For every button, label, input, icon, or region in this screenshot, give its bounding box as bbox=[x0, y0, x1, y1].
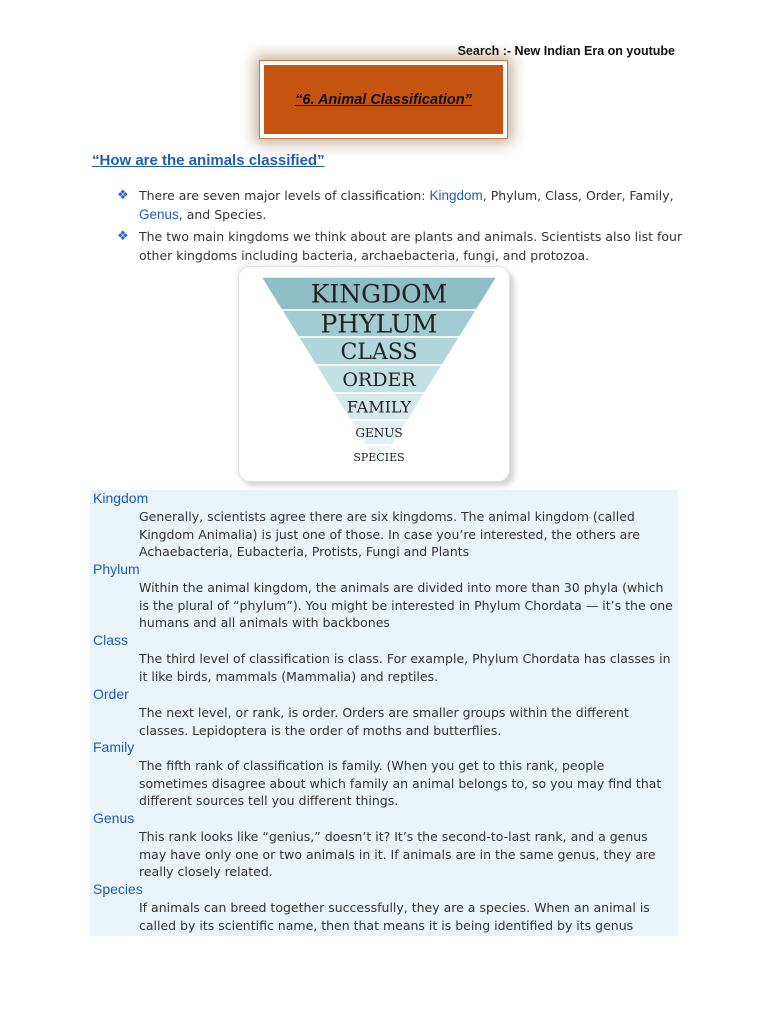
term-species: Species bbox=[93, 881, 143, 897]
definition-genus: This rank looks like “genius,” doesn’t it? It’s the second-to-last rank, and a genus may have only one or two animals in it. If animals are in the same genus, they are really closely related. bbox=[139, 829, 656, 880]
definition-class: The third level of classification is class. For example, Phylum Chordata has classes in it like birds, mammals (Mammalia) and reptiles. bbox=[139, 651, 671, 684]
definition-order: The next level, or rank, is order. Orders are smaller groups within the different classes. Lepidoptera is the order of moths and butterflies. bbox=[139, 705, 629, 738]
page-title: “6. Animal Classification” bbox=[295, 91, 472, 108]
pyramid-label-genus: GENUS bbox=[355, 425, 403, 440]
term-class: Class bbox=[93, 632, 129, 648]
diamond-bullet-icon: ❖ bbox=[117, 229, 129, 244]
definition-species: If animals can breed together successfully, they are a species. When an animal is called by its scientific name, then that means it is being identified by its genus bbox=[139, 900, 650, 933]
pyramid-label-order: ORDER bbox=[342, 368, 416, 391]
bullet-item bbox=[117, 227, 687, 265]
bullet-text-pre: There are seven major levels of classification: bbox=[139, 188, 430, 203]
keyword-kingdom: Kingdom bbox=[429, 188, 483, 203]
pyramid-label-class: CLASS bbox=[340, 339, 418, 365]
term-order: Order bbox=[93, 686, 129, 702]
keyword-genus: Genus bbox=[139, 207, 179, 222]
term-genus: Genus bbox=[93, 810, 135, 826]
bullet-item bbox=[117, 186, 687, 224]
title-box bbox=[259, 60, 508, 139]
bullet-text-post: , and Species. bbox=[178, 207, 267, 222]
diamond-bullet-icon: ❖ bbox=[117, 188, 129, 203]
pyramid-label-species: SPECIES bbox=[353, 451, 405, 464]
section-heading: “How are the animals classified” bbox=[92, 152, 325, 169]
classification-pyramid-image bbox=[238, 266, 510, 482]
title-banner bbox=[264, 65, 503, 134]
pyramid-graphic bbox=[239, 267, 511, 483]
definition-kingdom: Generally, scientists agree there are six kingdoms. The animal kingdom (called Kingdom Animalia) is just one of those. In case you’re interested, the others are Achaebacteria, Eubacteria, Protists, Fungi and Plants bbox=[139, 509, 640, 560]
definition-phylum: Within the animal kingdom, the animals are divided into more than 30 phyla (which is the plural of “phylum”). You might be interested in Phylum Chordata — it’s the one humans and all animals with backbones bbox=[139, 580, 673, 631]
term-family: Family bbox=[93, 739, 135, 755]
pyramid-label-kingdom: KINGDOM bbox=[310, 279, 448, 309]
term-phylum: Phylum bbox=[93, 561, 140, 577]
bullet-text: The two main kingdoms we think about are plants and animals. Scientists also list four other kingdoms including bacteria, archaebacteria, fungi, and protozoa. bbox=[139, 229, 683, 263]
term-kingdom: Kingdom bbox=[93, 490, 149, 506]
definition-family: The fifth rank of classification is family. (When you get to this rank, people sometimes disagree about which family an animal belongs to, so you may find that different sources tell you different things. bbox=[139, 758, 662, 809]
bullet-text-mid: , Phylum, Class, Order, Family, bbox=[482, 188, 674, 203]
pyramid-label-family: FAMILY bbox=[346, 397, 412, 417]
header-note: Search :- New Indian Era on youtube bbox=[457, 44, 675, 58]
pyramid-label-phylum: PHYLUM bbox=[320, 309, 438, 339]
bullet-list bbox=[117, 186, 687, 268]
